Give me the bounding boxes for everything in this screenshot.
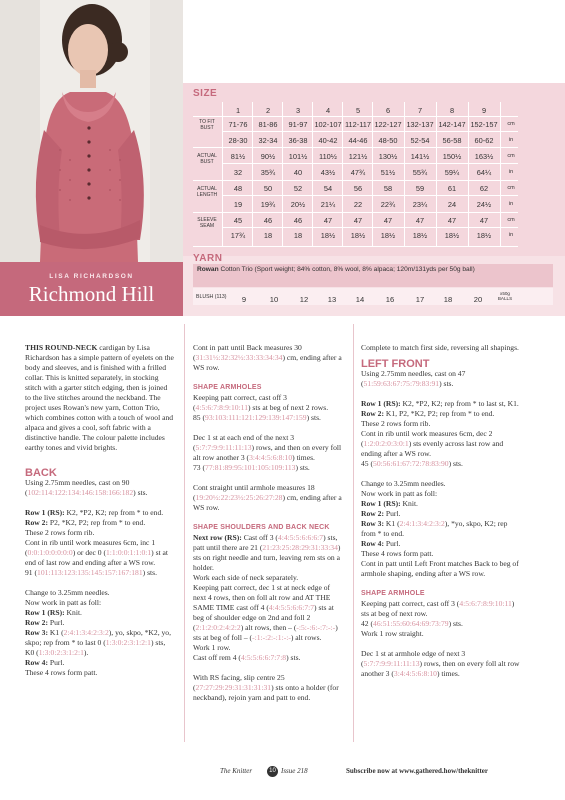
- lf-needle-change: Change to 3.25mm needles.: [361, 479, 446, 488]
- size-value: 56: [353, 184, 363, 193]
- magazine-name: The Knitter: [220, 767, 253, 775]
- size-number: 8: [449, 106, 455, 115]
- size-value: 110½: [319, 152, 337, 161]
- size-value: 152-157: [470, 120, 498, 129]
- lf-patt-row-3: Row 3: K1 (2:4:1:3:4:2:3:2), *yo, skpo, K2; rep from * to end.: [361, 519, 508, 538]
- back-patt-intro: Now work in patt as foll:: [25, 598, 102, 607]
- size-value: 62: [479, 184, 489, 193]
- back-castOn: Using 2.75mm needles, cast on 90 (102:114:122:134:146:158:166:182) sts.: [25, 478, 148, 497]
- unit-label: cm: [507, 153, 515, 159]
- balls-unit: x50g BALLS: [497, 291, 513, 302]
- size-value: 71-76: [228, 120, 248, 129]
- lf-armhole-count: 42 (46:51:55:60:64:69:73:79) sts.: [361, 619, 463, 628]
- size-value: 47: [415, 216, 425, 225]
- ball-count: 9: [241, 295, 247, 304]
- size-value: 40: [293, 168, 303, 177]
- back-rib-note: These 2 rows form rib.: [25, 528, 95, 537]
- lf-rib-cont: Cont in rib until work measures 6cm, dec 2 (1:2:0:2:0:3:0:1) sts evenly across last row and ending after a WS row.: [361, 429, 504, 458]
- table-rule: [252, 102, 253, 246]
- row-label-actual-length: ACTUAL LENGTH: [196, 186, 218, 198]
- armhole-count: 85 (93:103:111:121:129:139:147:159) sts.: [193, 413, 321, 422]
- size-value: 24: [447, 200, 457, 209]
- row-label-sleeve-seam: SLEEVE SEAM: [197, 217, 217, 229]
- size-heading: SIZE: [193, 88, 218, 99]
- size-value: 18½: [380, 231, 396, 240]
- size-value: 19¾: [260, 200, 276, 209]
- table-rule: [193, 246, 518, 247]
- back-st-count: 91 (101:113:123:135:145:157:167:181) sts.: [25, 568, 158, 577]
- size-value: 19: [233, 200, 243, 209]
- size-value: 47: [323, 216, 333, 225]
- size-value: 52-54: [410, 136, 430, 145]
- table-rule: [468, 102, 469, 246]
- unit-label: cm: [507, 121, 515, 127]
- table-rule: [436, 102, 437, 246]
- yarn-heading: YARN: [193, 253, 223, 264]
- shape-armholes-heading: SHAPE ARMHOLES: [193, 384, 262, 391]
- row-label-to-fit: TO FIT BUST: [199, 119, 215, 131]
- table-rule: [404, 102, 405, 246]
- size-value: 51½: [380, 168, 396, 177]
- shoulder-next-row: Next row (RS): Cast off 3 (4:4:5:5:6:6:6:7) sts, patt until there are 21 (21:23:25:28:29:31:33:34) sts on right needle and turn, leaving rem sts on a holder.: [193, 533, 341, 572]
- shade-label: BLUSH (113): [196, 294, 227, 300]
- size-value: 132-137: [406, 120, 434, 129]
- lf-rib-note: These 2 rows form rib.: [361, 419, 431, 428]
- lf-cast-on: Using 2.75mm needles, cast on 47 (51:59:63:67:75:79:83:91) sts.: [361, 369, 466, 388]
- size-value: 141½: [410, 152, 430, 161]
- size-value: 60-62: [474, 136, 494, 145]
- size-value: 48: [233, 184, 243, 193]
- size-value: 56-58: [442, 136, 462, 145]
- complete-match: Complete to match first side, reversing all shapings.: [361, 343, 519, 352]
- size-value: 54: [323, 184, 333, 193]
- table-rule: [342, 102, 343, 246]
- lf-cont-patt: Cont in patt until Left Front matches Back to beg of armhole shaping, ending after a WS row.: [361, 559, 519, 578]
- back-patt-row-1: Row 1 (RS): Knit.: [25, 608, 82, 617]
- size-value: 47: [383, 216, 393, 225]
- lf-patt-note: These 4 rows form patt.: [361, 549, 434, 558]
- left-front-heading: LEFT FRONT: [361, 358, 430, 370]
- size-value: 55¾: [412, 168, 428, 177]
- size-value: 50: [263, 184, 273, 193]
- back-patt-row-2: Row 2: Purl.: [25, 618, 65, 627]
- size-value: 47: [479, 216, 489, 225]
- size-value: 46: [263, 216, 273, 225]
- size-value: 59: [415, 184, 425, 193]
- size-value: 18½: [444, 231, 460, 240]
- pattern-title: Richmond Hill: [28, 282, 155, 306]
- size-number: 2: [265, 106, 271, 115]
- size-value: 48-50: [378, 136, 398, 145]
- size-value: 142-147: [438, 120, 466, 129]
- size-value: 18½: [476, 231, 492, 240]
- back-needle-change: Change to 3.25mm needles.: [25, 588, 110, 597]
- lf-patt-intro: Now work in patt as foll:: [361, 489, 438, 498]
- size-value: 163½: [474, 152, 494, 161]
- size-value: 21¼: [320, 200, 336, 209]
- table-rule: [500, 102, 501, 246]
- size-number: 4: [325, 106, 331, 115]
- size-value: 81½: [230, 152, 246, 161]
- size-value: 64¼: [476, 168, 492, 177]
- size-value: 150½: [442, 152, 462, 161]
- designer-name: LISA RICHARDSON: [49, 273, 134, 280]
- size-value: 47: [447, 216, 457, 225]
- lf-armhole-dec: Dec 1 st at armhole edge of next 3 (5:7:7:9:9:11:11:13) rows, then on every foll alt row another 3 (3:4:4:5:6:8:10) times.: [361, 649, 520, 678]
- unit-label: in: [508, 232, 514, 238]
- back-row-1: Row 1 (RS): K2, *P2, K2; rep from * to end.: [25, 508, 164, 517]
- unit-label: in: [508, 201, 514, 207]
- neck-shaping: Keeping patt correct, dec 1 st at neck edge of next 4 rows, then on foll alt row and AT THE SAME TIME cast off 4 (4:4:5:5:6:6:7:7) sts at beg of shoulder edge on 2nd and foll 2 (2:1:2:0:2:4:2:2) alt rows, then – (-:5:-:6:-:7:-:-) sts at beg of foll – (-:1:-:2:-:1:-:-) alt rows.: [193, 583, 338, 642]
- table-rule: [193, 116, 518, 117]
- size-number: 3: [295, 106, 301, 115]
- size-value: 81-86: [258, 120, 278, 129]
- column-1: [25, 343, 175, 678]
- unit-label: cm: [507, 217, 515, 223]
- intro-lead: THIS ROUND-NECK: [25, 343, 98, 352]
- size-value: 46: [293, 216, 303, 225]
- table-rule: [222, 195, 518, 196]
- lf-armhole-castoff: Keeping patt correct, cast off 3 (4:5:6:7:8:9:10:11) sts at beg of next row.: [361, 599, 515, 618]
- issue-number: Issue 218: [281, 767, 308, 775]
- size-value: 102-107: [314, 120, 342, 129]
- size-value: 90½: [260, 152, 276, 161]
- size-table: [0, 0, 565, 262]
- size-value: 101½: [288, 152, 308, 161]
- size-value: 17¾: [230, 231, 246, 240]
- lf-shape-armhole-heading: SHAPE ARMHOLE: [361, 590, 425, 597]
- table-rule: [193, 147, 518, 148]
- unit-label: in: [508, 137, 514, 143]
- unit-label: in: [508, 169, 514, 175]
- column-divider: [184, 324, 185, 742]
- table-rule: [222, 163, 518, 164]
- back-patt-row-4: Row 4: Purl.: [25, 658, 65, 667]
- lf-work-straight: Work 1 row straight.: [361, 629, 424, 638]
- armhole-straight: Cont straight until armhole measures 18 (19:20½:22:23½:25:26:27:28) cm, ending after a WS row.: [193, 483, 342, 512]
- back-measure: Cont in patt until Back measures 30 (31:31½:32:32½:33:33:34:34) cm, ending after a WS row.: [193, 343, 342, 372]
- work-one-row: Work 1 row.: [193, 643, 231, 652]
- intro-text: cardigan by Lisa Richardson has a simple pattern of eyelets on the body and sleeves, and is finished with a frilled collar. This is knitted separately, in stocking stitch with a garter stitch edging, then is joined to the live stitches around the neckband. The project uses Rowan's new yarn, Cotton Trio, which combines cotton with a touch of wool and alpaca and gives a cool, soft fabric with a distinctive handle. The colour palette includes earthy tones and vivid brights.: [25, 343, 174, 452]
- ball-count: 18: [443, 295, 453, 304]
- table-rule: [193, 212, 518, 213]
- ball-count: 14: [355, 295, 365, 304]
- lf-patt-row-1: Row 1 (RS): Knit.: [361, 499, 418, 508]
- table-rule: [193, 180, 518, 181]
- table-rule: [312, 102, 313, 246]
- lf-count: 45 (50:56:61:67:72:78:83:90) sts.: [361, 459, 463, 468]
- table-rule: [282, 102, 283, 246]
- size-value: 24½: [476, 200, 492, 209]
- armhole-castoff: Keeping patt correct, cast off 3 (4:5:6:7:8:9:10:11) sts at beg of next 2 rows.: [193, 393, 329, 412]
- size-number: 5: [355, 106, 361, 115]
- armhole-count-2: 73 (77:81:89:95:101:105:109:113) sts.: [193, 463, 310, 472]
- size-value: 22: [353, 200, 363, 209]
- row-label-actual-bust: ACTUAL BUST: [197, 153, 217, 165]
- subscribe-link[interactable]: Subscribe now at www.gathered.how/theknitter: [346, 767, 489, 775]
- ball-count: 20: [473, 295, 483, 304]
- size-value: 22¾: [380, 200, 396, 209]
- back-row-2: Row 2: P2, *K2, P2; rep from * to end.: [25, 518, 146, 527]
- size-value: 28-30: [228, 136, 248, 145]
- cast-off-rem: Cast off rem 4 (4:5:5:6:6:7:7:8) sts.: [193, 653, 301, 662]
- size-value: 43½: [320, 168, 336, 177]
- column-divider: [353, 324, 354, 742]
- ball-count: 17: [415, 295, 425, 304]
- size-value: 45: [233, 216, 243, 225]
- ball-count: 16: [385, 295, 395, 304]
- lf-patt-row-4: Row 4: Purl.: [361, 539, 401, 548]
- size-value: 23¼: [412, 200, 428, 209]
- yarn-details: Cotton Trio (Sport weight; 84% cotton, 8% wool, 8% alpaca; 120m/131yds per 50g ball): [220, 266, 475, 273]
- size-value: 40-42: [318, 136, 338, 145]
- size-value: 47: [353, 216, 363, 225]
- neck-separate: Work each side of neck separately.: [193, 573, 299, 582]
- size-value: 52: [293, 184, 303, 193]
- table-rule: [372, 102, 373, 246]
- size-value: 18½: [350, 231, 366, 240]
- yarn-description: [197, 265, 551, 275]
- size-value: 122-127: [374, 120, 402, 129]
- size-value: 18: [293, 231, 303, 240]
- size-value: 20½: [290, 200, 306, 209]
- size-value: 61: [447, 184, 457, 193]
- table-rule: [222, 227, 518, 228]
- size-number: 9: [481, 106, 487, 115]
- table-rule: [222, 102, 223, 246]
- table-rule: [222, 131, 518, 132]
- back-heading: BACK: [25, 467, 57, 479]
- size-value: 32-34: [258, 136, 278, 145]
- armhole-dec: Dec 1 st at each end of the next 3 (5:7:7:9:9:11:11:13) rows, and then on every foll alt row another 3 (3:4:4:5:6:8:10) times.: [193, 433, 342, 462]
- size-value: 58: [383, 184, 393, 193]
- lf-patt-row-2: Row 2: Purl.: [361, 509, 401, 518]
- back-rib-cont: Cont in rib until work measures 6cm, inc 1 (0:0:1:0:0:0:0:0) or dec 0 (1:1:0:0:1:1:0:1) st at end of last row and ending after a WS row.: [25, 538, 169, 567]
- yarn-brand: Rowan: [197, 266, 219, 273]
- ball-count: 13: [327, 295, 337, 304]
- size-value: 44-46: [348, 136, 368, 145]
- size-value: 32: [233, 168, 243, 177]
- column-3: [361, 343, 521, 679]
- size-value: 59¼: [444, 168, 460, 177]
- size-value: 18½: [412, 231, 428, 240]
- lf-row-1: Row 1 (RS): K2, *P2, K2; rep from * to last st, K1.: [361, 399, 519, 408]
- size-number: 6: [385, 106, 391, 115]
- back-patt-note: These 4 rows form patt.: [25, 668, 98, 677]
- size-value: 130½: [378, 152, 398, 161]
- size-value: 18: [263, 231, 273, 240]
- lf-row-2: Row 2: K1, P2, *K2, P2; rep from * to end.: [361, 409, 495, 418]
- unit-label: cm: [507, 185, 515, 191]
- slip-centre: With RS facing, slip centre 25 (27:27:29:29:31:31:31:31) sts onto a holder (for neckband), rejoin yarn and patt to end.: [193, 673, 339, 702]
- ball-count: 12: [299, 295, 309, 304]
- page-number: 10: [267, 766, 278, 777]
- ball-count: 10: [269, 295, 279, 304]
- size-value: 121½: [348, 152, 368, 161]
- size-value: 18½: [320, 231, 336, 240]
- size-value: 91-97: [288, 120, 308, 129]
- back-patt-row-3: Row 3: K1 (2:4:1:3:4:2:3:2), yo, skpo, *K2, yo, skpo; rep from * to last 0 (1:3:0:2:3:1:2:1) sts, K0 (1:3:0:2:3:1:2:1).: [25, 628, 171, 657]
- size-value: 47¾: [350, 168, 366, 177]
- size-number: 7: [417, 106, 423, 115]
- title-block: [0, 262, 183, 316]
- intro-paragraph: [25, 343, 175, 453]
- column-2: [193, 343, 345, 703]
- shape-shoulders-heading: SHAPE SHOULDERS AND BACK NECK: [193, 524, 330, 531]
- size-number: 1: [235, 106, 241, 115]
- size-value: 112-117: [344, 120, 372, 129]
- size-value: 36-38: [288, 136, 308, 145]
- size-value: 35¾: [260, 168, 276, 177]
